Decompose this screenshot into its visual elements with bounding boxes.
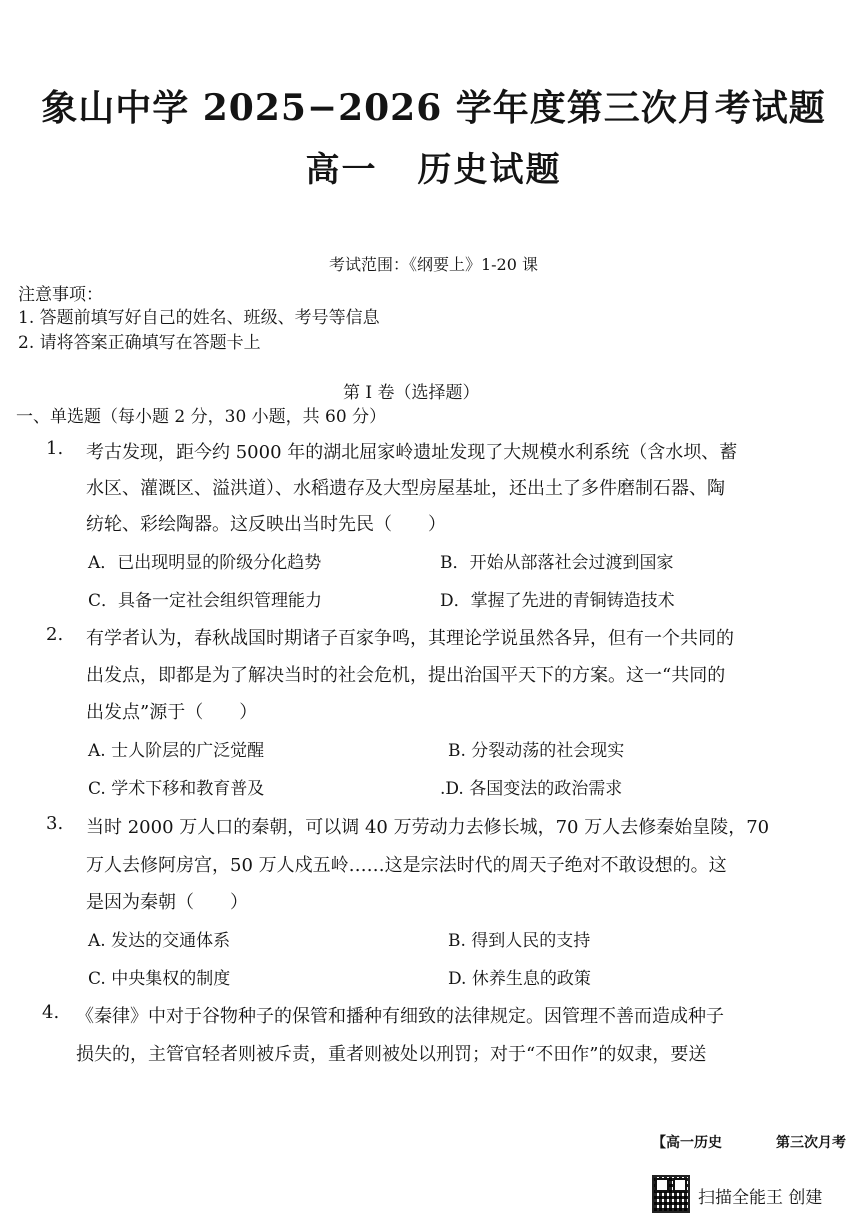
exam-title: 象山中学 2025−2026 学年度第三次月考试题 [41, 87, 826, 129]
subject-title [0, 142, 867, 191]
option-c: C. 学术下移和教育普及 [88, 779, 265, 799]
question-line: 当时 2000 万人口的秦朝，可以调 40 万劳动力去修长城，70 万人去修秦始皇陵，70 [86, 817, 770, 838]
option-a: A．已出现明显的阶级分化趋势 [88, 553, 322, 573]
option-b: B．开始从部落社会过渡到国家 [440, 553, 674, 573]
part-title: 第 I 卷（选择题） [343, 383, 480, 403]
option-d: D. 休养生息的政策 [448, 969, 591, 989]
question-line: 出发点”源于（ ） [86, 702, 258, 723]
question-line: 水区、灌溉区、溢洪道）、水稻遗存及大型房屋基址，还出土了多件磨制石器、陶 [86, 478, 725, 499]
qr-code-icon [652, 1175, 690, 1213]
subject-label: 历史试题 [417, 150, 562, 190]
option-c: C. 中央集权的制度 [88, 969, 231, 989]
option-b: B. 分裂动荡的社会现实 [448, 741, 625, 761]
footer-exam-label: 第三次月考 [776, 1135, 846, 1151]
option-a: A. 发达的交通体系 [88, 931, 231, 951]
question-line: 是因为秦朝（ ） [86, 892, 248, 913]
question-line: 出发点，即都是为了解决当时的社会危机，提出治国平天下的方案。这一“共同的 [86, 665, 726, 686]
option-a: A. 士人阶层的广泛觉醒 [88, 741, 265, 761]
option-d: D．掌握了先进的青铜铸造技术 [440, 591, 675, 611]
question-line: 考古发现，距今约 5000 年的湖北屈家岭遗址发现了大规模水利系统（含水坝、蓄 [86, 442, 738, 463]
exam-scope: 考试范围：《纲要上》1-20 课 [328, 255, 539, 274]
question-number: 4. [42, 1002, 60, 1023]
note-item: 1. 答题前填写好自己的姓名、班级、考号等信息 [18, 308, 380, 328]
section-heading: 一、单选题（每小题 2 分，30 小题，共 60 分） [16, 407, 387, 427]
question-line: 《秦律》中对于谷物种子的保管和播种有细致的法律规定。因管理不善而造成种子 [76, 1006, 724, 1027]
question-line: 万人去修阿房宫，50 万人戍五岭……这是宗法时代的周天子绝对不敢设想的。这 [86, 855, 727, 876]
question-number: 2. [46, 624, 64, 645]
notes-heading: 注意事项： [18, 285, 103, 305]
scanner-watermark: 扫描全能王 创建 [698, 1188, 823, 1208]
option-b: B. 得到人民的支持 [448, 931, 591, 951]
option-d: .D. 各国变法的政治需求 [440, 779, 623, 799]
note-item: 2. 请将答案正确填写在答题卡上 [18, 333, 261, 353]
question-number: 1. [46, 438, 64, 459]
grade-label: 高一 [305, 150, 378, 190]
footer-subject-label: 【高一历史 [652, 1135, 722, 1151]
question-line: 损失的，主管官轻者则被斥责，重者则被处以刑罚；对于“不田作”的奴隶，要送 [76, 1044, 707, 1065]
question-line: 纺轮、彩绘陶器。这反映出当时先民（ ） [86, 514, 446, 535]
question-line: 有学者认为，春秋战国时期诸子百家争鸣，其理论学说虽然各异，但有一个共同的 [86, 628, 734, 649]
question-number: 3. [46, 813, 64, 834]
option-c: C．具备一定社会组织管理能力 [88, 591, 323, 611]
